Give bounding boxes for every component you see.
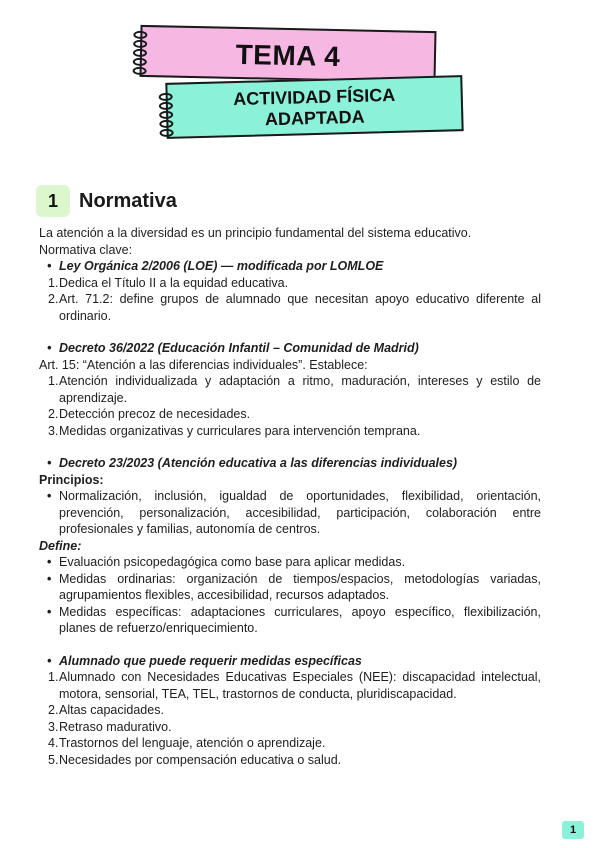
alumnado-list	[39, 669, 541, 768]
define-list	[39, 554, 541, 637]
tema-title: TEMA 4	[235, 38, 341, 73]
loe-title: • Ley Orgánica 2/2006 (LOE) — modificada por LOMLOE	[39, 258, 541, 275]
principios-label: Principios:	[39, 472, 104, 487]
section-title: Normativa	[79, 190, 177, 212]
list-item: • Evaluación psicopedagógica como base para aplicar medidas.	[39, 554, 541, 571]
decreto36-bullet	[39, 340, 541, 357]
list-item: 1. Dedica el Título II a la equidad educativa.	[48, 275, 289, 290]
list-item: • Normalización, inclusión, igualdad de oportunidades, flexibilidad, orientación, prevención, personalización, accesibilidad, participación, colaboración entre profesionales y familias, autonomía de centros.	[39, 488, 541, 538]
list-item: 1. Atención individualizada y adaptación a ritmo, maduración, intereses y estilo de aprendizaje.	[48, 374, 541, 405]
alumnado-bullet	[39, 653, 541, 670]
document-body	[39, 225, 541, 768]
decreto36-list	[39, 373, 541, 439]
define-label: Define:	[39, 538, 82, 553]
loe-list	[39, 275, 541, 325]
title-banner-subtitle	[165, 75, 463, 139]
list-item: 2. Detección precoz de necesidades.	[48, 407, 251, 421]
decreto36-article: Art. 15: “Atención a las diferencias individuales”. Establece:	[39, 357, 368, 372]
alumnado-title: • Alumnado que puede requerir medidas específicas	[39, 653, 541, 670]
intro-line: Normativa clave:	[39, 242, 133, 257]
principios-list	[39, 488, 541, 538]
list-item: 2. Art. 71.2: define grupos de alumnado que necesitan apoyo educativo diferente al ordinario.	[48, 292, 541, 323]
decreto23-title: • Decreto 23/2023 (Atención educativa a las diferencias individuales)	[39, 455, 541, 472]
section-number-badge: 1	[36, 185, 70, 217]
list-item: 4. Trastornos del lenguaje, atención o aprendizaje.	[48, 736, 326, 750]
subtitle	[168, 83, 462, 133]
decreto23-bullet	[39, 455, 541, 472]
decreto36-title: • Decreto 36/2022 (Educación Infantil – Comunidad de Madrid)	[39, 340, 541, 357]
list-item: • Medidas específicas: adaptaciones curriculares, apoyo específico, flexibilización, planes de refuerzo/enriquecimiento.	[39, 604, 541, 637]
list-item: • Medidas ordinarias: organización de tiempos/espacios, metodologías variadas, agrupamientos flexibles, accesibilidad, recursos adaptados.	[39, 571, 541, 604]
list-item: 3. Retraso madurativo.	[48, 719, 172, 734]
page-number-badge: 1	[562, 821, 584, 839]
list-item: 3. Medidas organizativas y curriculares para intervención temprana.	[48, 423, 421, 438]
loe-bullet	[39, 258, 541, 275]
intro-line: La atención a la diversidad es un principio fundamental del sistema educativo.	[39, 226, 472, 240]
list-item: 5. Necesidades por compensación educativa o salud.	[48, 752, 342, 767]
subtitle-line-1: ACTIVIDAD FÍSICA	[233, 84, 396, 110]
title-banner-tema	[139, 25, 436, 83]
list-item: 1. Alumnado con Necesidades Educativas Especiales (NEE): discapacidad intelectual, motora, sensorial, TEA, TEL, trastornos de conducta, pluridiscapacidad.	[48, 670, 541, 701]
subtitle-line-2: ADAPTADA	[264, 106, 365, 130]
list-item: 2. Altas capacidades.	[48, 703, 164, 717]
